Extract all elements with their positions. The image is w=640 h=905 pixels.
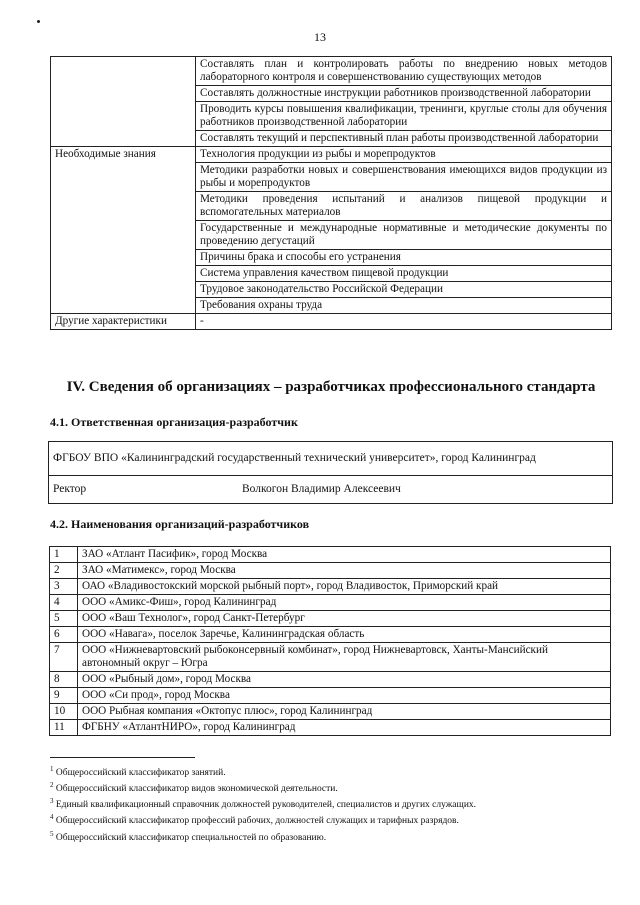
table-row bbox=[51, 147, 612, 163]
footnote-text: Общероссийский классификатор видов экономической деятельности. bbox=[53, 784, 338, 795]
responsible-org-box bbox=[48, 441, 613, 504]
table-row bbox=[50, 688, 611, 704]
footnote bbox=[50, 828, 610, 844]
org-name: ООО «Амикс-Фиш», город Калининград bbox=[78, 595, 611, 611]
org-name: ООО «Навага», поселок Заречье, Калининградская область bbox=[78, 627, 611, 643]
row-number: 2 bbox=[50, 563, 78, 579]
row-number: 3 bbox=[50, 579, 78, 595]
row-number: 9 bbox=[50, 688, 78, 704]
footnote-mark: 2 bbox=[50, 781, 54, 790]
table-row bbox=[51, 314, 612, 330]
footnote-text: Общероссийский классификатор специальностей по образованию. bbox=[53, 832, 327, 843]
org-name: ООО «Рыбный дом», город Москва bbox=[78, 672, 611, 688]
table-row bbox=[51, 57, 612, 86]
row-text: Составлять текущий и перспективный план работы производственной лаборатории bbox=[196, 131, 612, 147]
section-title: IV. Сведения об организациях – разработчиках профессионального стандарта bbox=[66, 379, 596, 395]
row-text: Трудовое законодательство Российской Федерации bbox=[196, 282, 612, 298]
footnote-mark: 5 bbox=[50, 829, 54, 838]
scan-dot bbox=[37, 20, 40, 23]
row-number: 8 bbox=[50, 672, 78, 688]
org-name: ЗАО «Атлант Пасифик», город Москва bbox=[78, 547, 611, 563]
row-label-knowledge: Необходимые знания bbox=[51, 147, 196, 314]
table-row bbox=[50, 611, 611, 627]
row-number: 11 bbox=[50, 720, 78, 736]
footnote bbox=[50, 811, 610, 827]
row-text: Методики проведения испытаний и анализов пищевой продукции и вспомогательных материалов bbox=[196, 192, 612, 221]
subsection-title-developers: 4.2. Наименования организаций-разработчиков bbox=[50, 517, 310, 531]
responsible-org-signatory bbox=[49, 476, 612, 503]
footnote-mark: 3 bbox=[50, 797, 54, 806]
table-row bbox=[50, 704, 611, 720]
responsible-org-name: ФГБОУ ВПО «Калининградский государственный технический университет», город Калининград bbox=[49, 442, 612, 476]
table-row bbox=[50, 627, 611, 643]
org-name: ЗАО «Матимекс», город Москва bbox=[78, 563, 611, 579]
row-text: Технология продукции из рыбы и морепродуктов bbox=[196, 147, 612, 163]
row-label bbox=[51, 57, 196, 147]
table-row bbox=[50, 563, 611, 579]
signatory-name: Волкогон Владимир Алексеевич bbox=[242, 483, 401, 495]
row-number: 10 bbox=[50, 704, 78, 720]
footnote bbox=[50, 795, 610, 811]
row-text: Проводить курсы повышения квалификации, тренинги, круглые столы для обучения работников производственной лаборатории bbox=[196, 102, 612, 131]
table-row bbox=[50, 672, 611, 688]
org-name: ООО «Ваш Технолог», город Санкт-Петербург bbox=[78, 611, 611, 627]
row-text: Государственные и международные нормативные и методические документы по проведению дегустаций bbox=[196, 221, 612, 250]
signatory-position: Ректор bbox=[53, 483, 87, 495]
org-name: ООО «Нижневартовский рыбоконсервный комбинат», город Нижневартовск, Ханты-Мансийский автономный округ – Югра bbox=[78, 643, 611, 672]
row-text: - bbox=[196, 314, 612, 330]
footnotes bbox=[50, 763, 610, 844]
footnote-text: Единый квалификационный справочник должностей руководителей, специалистов и других служащих. bbox=[53, 800, 477, 811]
table-row bbox=[50, 547, 611, 563]
table-row bbox=[50, 643, 611, 672]
row-number: 7 bbox=[50, 643, 78, 672]
footnote-text: Общероссийский классификатор занятий. bbox=[53, 768, 226, 779]
table-row bbox=[50, 595, 611, 611]
org-name: ООО Рыбная компания «Октопус плюс», город Калининград bbox=[78, 704, 611, 720]
row-text: Причины брака и способы его устранения bbox=[196, 250, 612, 266]
org-name: ФГБНУ «АтлантНИРО», город Калининград bbox=[78, 720, 611, 736]
footnote bbox=[50, 763, 610, 779]
footnote-text: Общероссийский классификатор профессий рабочих, должностей служащих и тарифных разрядов. bbox=[53, 816, 459, 827]
footnote bbox=[50, 779, 610, 795]
row-number: 5 bbox=[50, 611, 78, 627]
footnote-separator bbox=[50, 757, 195, 758]
page-number: 13 bbox=[314, 30, 326, 44]
subsection-title-responsible: 4.1. Ответственная организация-разработчик bbox=[50, 415, 298, 429]
row-text: Методики разработки новых и совершенствования имеющихся видов продукции из рыбы и морепродуктов bbox=[196, 163, 612, 192]
footnote-mark: 4 bbox=[50, 813, 54, 822]
table-row bbox=[50, 579, 611, 595]
org-name: ООО «Си прод», город Москва bbox=[78, 688, 611, 704]
row-number: 4 bbox=[50, 595, 78, 611]
row-text: Система управления качеством пищевой продукции bbox=[196, 266, 612, 282]
row-text: Составлять план и контролировать работы по внедрению новых методов лабораторного контроля и совершенствованию существующих методов bbox=[196, 57, 612, 86]
row-text: Требования охраны труда bbox=[196, 298, 612, 314]
row-label-other: Другие характеристики bbox=[51, 314, 196, 330]
developers-table bbox=[49, 546, 611, 736]
table-row bbox=[50, 720, 611, 736]
skills-knowledge-table bbox=[50, 56, 612, 330]
row-text: Составлять должностные инструкции работников производственной лаборатории bbox=[196, 86, 612, 102]
footnote-mark: 1 bbox=[50, 765, 54, 773]
org-name: ОАО «Владивостокский морской рыбный порт», город Владивосток, Приморский край bbox=[78, 579, 611, 595]
row-number: 6 bbox=[50, 627, 78, 643]
row-number: 1 bbox=[50, 547, 78, 563]
